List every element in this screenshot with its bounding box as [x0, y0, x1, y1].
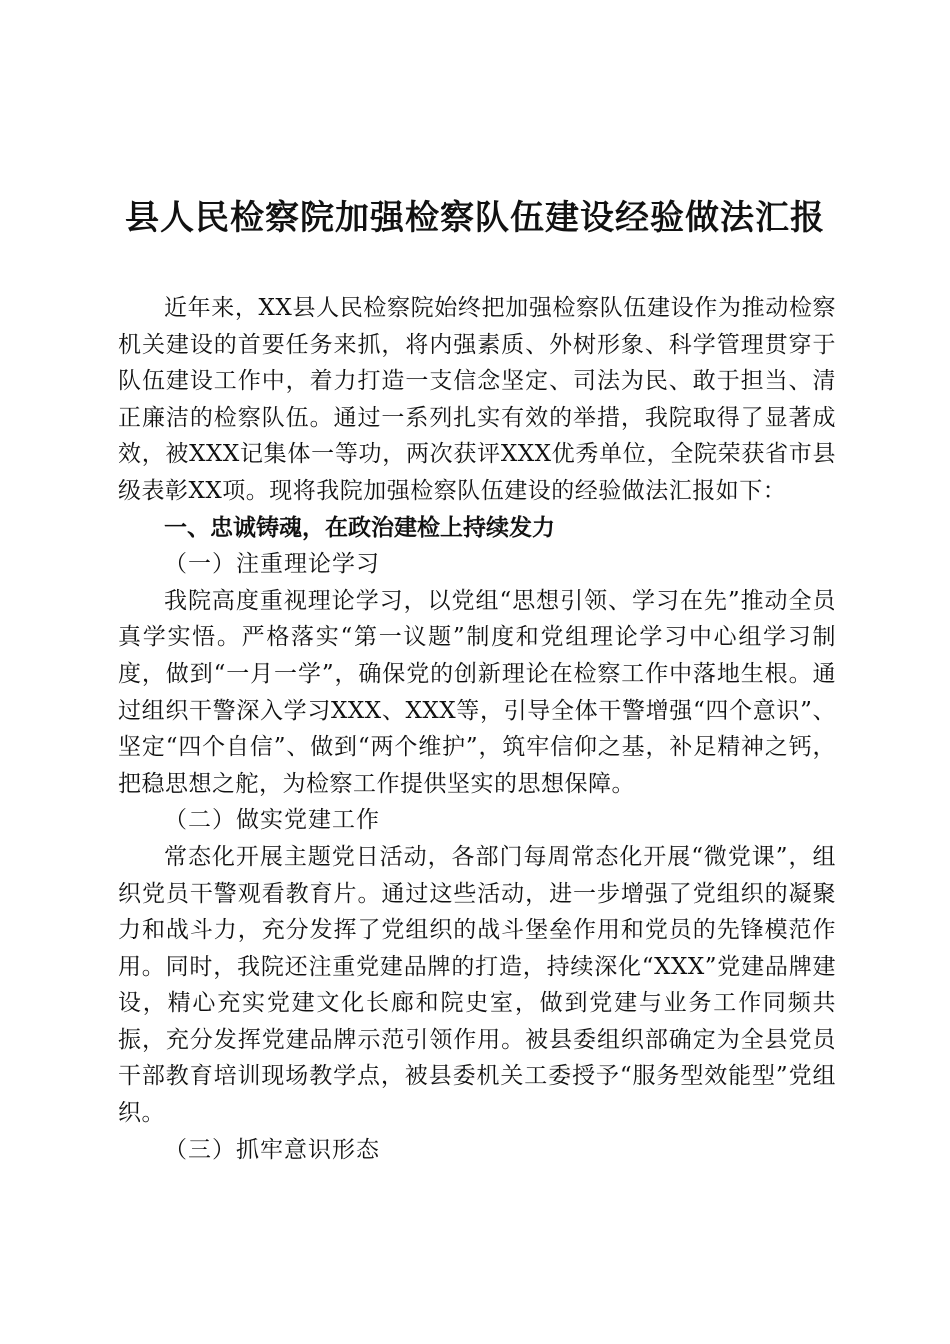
section-heading-1: 一、忠诚铸魂，在政治建检上持续发力 [164, 514, 555, 541]
subsection-paragraph-1: 我院高度重视理论学习，以党组“思想引领、学习在先”推动全员真学实悟。严格落实“第一议题”制度和党组理论学习中心组学习制度，做到“一月一学”，确保党的创新理论在检察工作中落地生根。通过组织干警深入学习XXX、XXX等，引导全体干警增强“四个意识”、坚定“四个自信”、做到“两个维护”，筑牢信仰之基，补足精神之钙，把稳思想之舵，为检察工作提供坚实的思想保障。 [118, 587, 836, 797]
document-body [118, 290, 836, 1168]
subsection-heading-1: （一）注重理论学习 [164, 551, 380, 578]
intro-paragraph: 近年来，XX县人民检察院始终把加强检察队伍建设作为推动检察机关建设的首要任务来抓，将内强素质、外树形象、科学管理贯穿于队伍建设工作中，着力打造一支信念坚定、司法为民、敢于担当、清正廉洁的检察队伍。通过一系列扎实有效的举措，我院取得了显著成效，被XXX记集体一等功，两次获评XXX优秀单位，全院荣获省市县级表彰XX项。现将我院加强检察队伍建设的经验做法汇报如下： [118, 295, 836, 504]
document-title: 县人民检察院加强检察队伍建设经验做法汇报 [125, 198, 825, 238]
subsection-heading-2: （二）做实党建工作 [164, 807, 380, 834]
subsection-paragraph-2: 常态化开展主题党日活动，各部门每周常态化开展“微党课”，组织党员干警观看教育片。通过这些活动，进一步增强了党组织的凝聚力和战斗力，充分发挥了党组织的战斗堡垒作用和党员的先锋模范作用。同时，我院还注重党建品牌的打造，持续深化“XXX”党建品牌建设，精心充实党建文化长廊和院史室，做到党建与业务工作同频共振，充分发挥党建品牌示范引领作用。被县委组织部确定为全县党员干部教育培训现场教学点，被县委机关工委授予“服务型效能型”党组织。 [118, 843, 836, 1127]
subsection-heading-3: （三）抓牢意识形态 [164, 1136, 380, 1163]
